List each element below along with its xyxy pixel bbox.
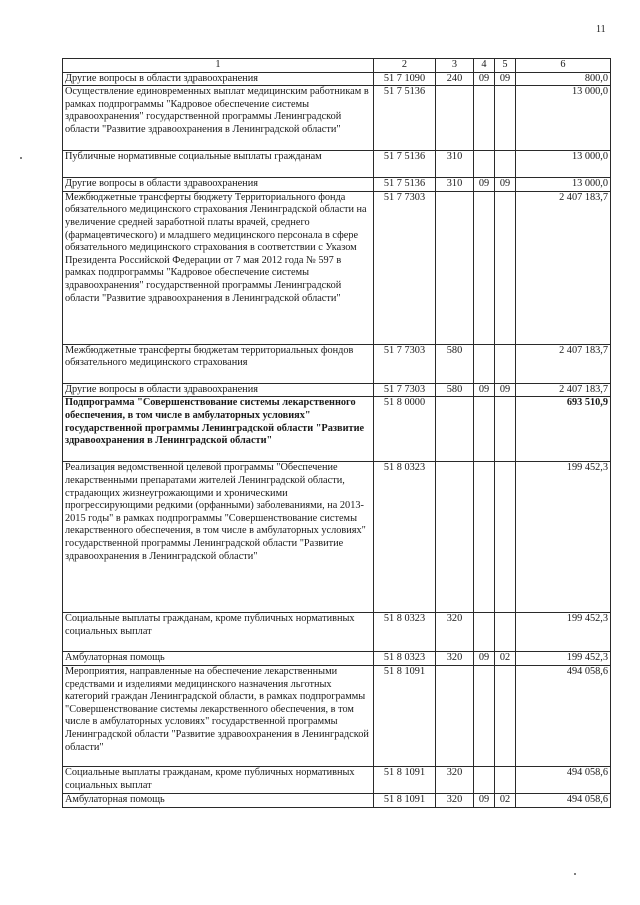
cell-name: Межбюджетные трансферты бюджету Территориального фонда обязательного медицинского страхования Ленинградской области на увеличение средней заработной платы врачей, среднего (фармацевтического) и младшего медицинского персонала в сфере обязательного медицинского страхования в соответствии с Указом Президента Российской Федерации от 7 мая 2012 года № 597 в рамках подпрограммы "Кадровое обеспечение системы здравоохранения" государственной программы Ленинградской области "Развитие здравоохранения в Ленинградской области" (63, 191, 374, 344)
table-row (63, 397, 611, 462)
cell-name: Реализация ведомственной целевой программы "Обеспечение лекарственными препаратами жителей Ленинградской области, страдающих жизнеугрожающими и хроническими прогрессирующими редкими (орфанными) заболеваниями, на 2013-2015 годы" в рамках подпрограммы "Совершенствование системы лекарственного обеспечения, в том числе в амбулаторных условиях" государственной программы Ленинградской области "Развитие здравоохранения в Ленинградской области" (63, 462, 374, 613)
table-row (63, 191, 611, 344)
cell-section: 09 (474, 793, 495, 807)
cell-amount: 494 058,6 (516, 793, 611, 807)
cell-expense-type: 320 (436, 613, 474, 652)
header-col-2: 2 (374, 59, 436, 73)
cell-target-code: 51 7 7303 (374, 383, 436, 397)
cell-name: Другие вопросы в области здравоохранения (63, 178, 374, 192)
cell-target-code: 51 7 5136 (374, 86, 436, 151)
cell-target-code: 51 8 1091 (374, 793, 436, 807)
cell-subsection (495, 462, 516, 613)
cell-target-code: 51 7 5136 (374, 178, 436, 192)
cell-subsection: 02 (495, 652, 516, 666)
cell-expense-type (436, 397, 474, 462)
cell-subsection: 09 (495, 383, 516, 397)
budget-table (62, 58, 611, 808)
cell-target-code: 51 7 1090 (374, 72, 436, 86)
cell-name: Другие вопросы в области здравоохранения (63, 72, 374, 86)
table-row (63, 462, 611, 613)
cell-amount: 2 407 183,7 (516, 191, 611, 344)
cell-amount: 13 000,0 (516, 86, 611, 151)
cell-subsection (495, 151, 516, 178)
cell-target-code: 51 8 0323 (374, 652, 436, 666)
scan-speck (574, 873, 576, 875)
cell-section (474, 344, 495, 383)
cell-name: Межбюджетные трансферты бюджетам территориальных фондов обязательного медицинского страхования (63, 344, 374, 383)
table-body (63, 72, 611, 807)
cell-section (474, 766, 495, 793)
cell-section (474, 151, 495, 178)
cell-target-code: 51 8 1091 (374, 665, 436, 766)
header-col-4: 4 (474, 59, 495, 73)
cell-expense-type: 320 (436, 793, 474, 807)
cell-subsection: 09 (495, 178, 516, 192)
cell-name: Публичные нормативные социальные выплаты гражданам (63, 151, 374, 178)
cell-expense-type: 580 (436, 383, 474, 397)
table-row (63, 72, 611, 86)
table-row (63, 613, 611, 652)
cell-target-code: 51 8 1091 (374, 766, 436, 793)
cell-section (474, 191, 495, 344)
cell-amount: 494 058,6 (516, 766, 611, 793)
cell-amount: 2 407 183,7 (516, 344, 611, 383)
cell-target-code: 51 8 0323 (374, 462, 436, 613)
cell-amount: 494 058,6 (516, 665, 611, 766)
cell-name: Социальные выплаты гражданам, кроме публичных нормативных социальных выплат (63, 613, 374, 652)
cell-target-code: 51 8 0323 (374, 613, 436, 652)
cell-section (474, 462, 495, 613)
cell-amount: 13 000,0 (516, 151, 611, 178)
cell-section: 09 (474, 652, 495, 666)
header-col-1: 1 (63, 59, 374, 73)
cell-expense-type (436, 665, 474, 766)
cell-name: Мероприятия, направленные на обеспечение лекарственными средствами и изделиями медицинского назначения льготных категорий граждан Ленинградской области, в рамках подпрограммы "Совершенствование системы лекарственного обеспечения, в том числе в амбулаторных условиях" государственной программы Ленинградской области "Развитие здравоохранения в Ленинградской области" (63, 665, 374, 766)
cell-expense-type (436, 191, 474, 344)
table-row (63, 665, 611, 766)
cell-amount: 693 510,9 (516, 397, 611, 462)
table-row (63, 793, 611, 807)
table-row (63, 652, 611, 666)
cell-section: 09 (474, 72, 495, 86)
table-row (63, 86, 611, 151)
cell-subsection (495, 344, 516, 383)
cell-subsection (495, 665, 516, 766)
cell-expense-type: 310 (436, 151, 474, 178)
cell-target-code: 51 8 0000 (374, 397, 436, 462)
cell-amount: 199 452,3 (516, 652, 611, 666)
cell-section: 09 (474, 178, 495, 192)
cell-expense-type (436, 462, 474, 613)
cell-name: Осуществление единовременных выплат медицинским работникам в рамках подпрограммы "Кадровое обеспечение системы здравоохранения" государственной программы Ленинградской области "Развитие здравоохранения в Ленинградской области" (63, 86, 374, 151)
cell-expense-type: 310 (436, 178, 474, 192)
cell-section: 09 (474, 383, 495, 397)
cell-amount: 199 452,3 (516, 462, 611, 613)
header-col-6: 6 (516, 59, 611, 73)
cell-subsection (495, 191, 516, 344)
table-row (63, 178, 611, 192)
cell-subsection (495, 613, 516, 652)
cell-section (474, 397, 495, 462)
cell-amount: 800,0 (516, 72, 611, 86)
cell-section (474, 86, 495, 151)
cell-subsection (495, 86, 516, 151)
cell-expense-type: 580 (436, 344, 474, 383)
cell-name: Амбулаторная помощь (63, 652, 374, 666)
cell-section (474, 613, 495, 652)
cell-subsection: 02 (495, 793, 516, 807)
header-col-3: 3 (436, 59, 474, 73)
table-header (63, 59, 611, 73)
cell-name: Социальные выплаты гражданам, кроме публичных нормативных социальных выплат (63, 766, 374, 793)
cell-subsection (495, 766, 516, 793)
cell-name: Подпрограмма "Совершенствование системы лекарственного обеспечения, в том числе в амбулаторных условиях" государственной программы Ленинградской области "Развитие здравоохранения в Ленинградской области" (63, 397, 374, 462)
cell-expense-type (436, 86, 474, 151)
cell-amount: 2 407 183,7 (516, 383, 611, 397)
table-row (63, 151, 611, 178)
scan-speck (20, 157, 22, 159)
cell-name: Другие вопросы в области здравоохранения (63, 383, 374, 397)
cell-target-code: 51 7 7303 (374, 191, 436, 344)
cell-target-code: 51 7 7303 (374, 344, 436, 383)
cell-amount: 199 452,3 (516, 613, 611, 652)
cell-section (474, 665, 495, 766)
cell-amount: 13 000,0 (516, 178, 611, 192)
table-row (63, 766, 611, 793)
cell-expense-type: 320 (436, 766, 474, 793)
header-row (63, 59, 611, 73)
table-row (63, 383, 611, 397)
cell-name: Амбулаторная помощь (63, 793, 374, 807)
header-col-5: 5 (495, 59, 516, 73)
page-number: 11 (596, 24, 606, 35)
table-row (63, 344, 611, 383)
cell-expense-type: 320 (436, 652, 474, 666)
cell-expense-type: 240 (436, 72, 474, 86)
cell-subsection: 09 (495, 72, 516, 86)
cell-target-code: 51 7 5136 (374, 151, 436, 178)
cell-subsection (495, 397, 516, 462)
